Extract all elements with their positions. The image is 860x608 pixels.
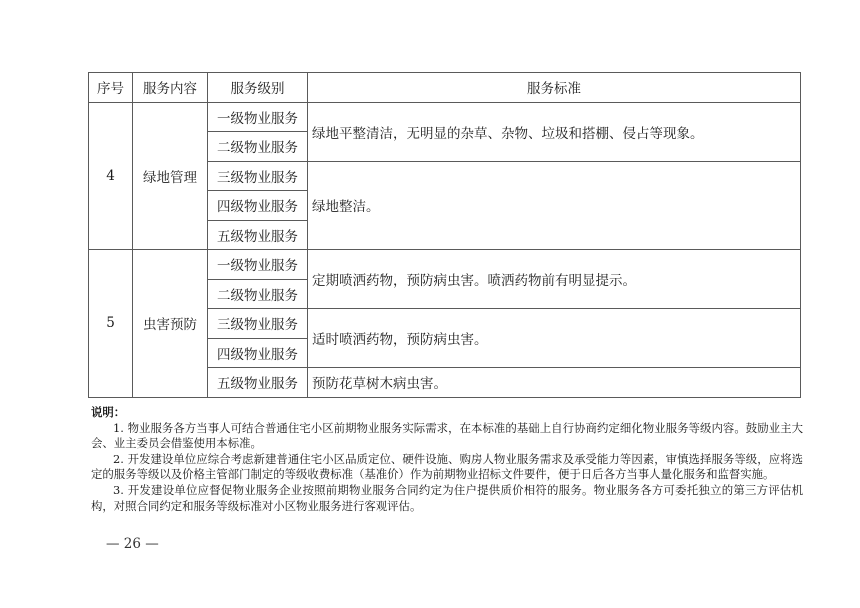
note-item — [91, 483, 803, 514]
row-level: 二级物业服务 — [208, 279, 308, 309]
row-level: 三级物业服务 — [208, 161, 308, 191]
row-level: 一级物业服务 — [208, 250, 308, 280]
row-level: 五级物业服务 — [208, 368, 308, 398]
header-level: 服务级别 — [208, 73, 308, 103]
table-header-row — [89, 73, 801, 103]
header-no: 序号 — [89, 73, 133, 103]
row-level: 一级物业服务 — [208, 102, 308, 132]
note-number: 1. — [113, 420, 124, 435]
row-level: 四级物业服务 — [208, 338, 308, 368]
table-row — [89, 102, 801, 132]
row-content: 绿地管理 — [133, 102, 208, 250]
note-text: 物业服务各方当事人可结合普通住宅小区前期物业服务实际需求，在本标准的基础上自行协商约定细化物业服务等级内容。鼓励业主大会、业主委员会借鉴使用本标准。 — [91, 420, 803, 451]
note-number: 3. — [113, 482, 124, 497]
note-number: 2. — [113, 451, 124, 466]
row-standard: 绿地平整清洁，无明显的杂草、杂物、垃圾和搭棚、侵占等现象。 — [308, 102, 801, 161]
row-no: 4 — [89, 102, 133, 250]
row-level: 二级物业服务 — [208, 132, 308, 162]
row-level: 四级物业服务 — [208, 191, 308, 221]
service-standard-table — [88, 72, 801, 398]
row-standard: 适时喷洒药物，预防病虫害。 — [308, 309, 801, 368]
row-level: 三级物业服务 — [208, 309, 308, 339]
row-standard: 绿地整洁。 — [308, 161, 801, 250]
row-level: 五级物业服务 — [208, 220, 308, 250]
page-number: — 26 — — [106, 536, 159, 552]
note-item — [91, 421, 803, 452]
row-content: 虫害预防 — [133, 250, 208, 398]
notes-section — [91, 405, 803, 514]
row-no: 5 — [89, 250, 133, 398]
header-content: 服务内容 — [133, 73, 208, 103]
table-row — [89, 250, 801, 280]
note-text: 开发建设单位应督促物业服务企业按照前期物业服务合同约定为住户提供质价相符的服务。物业服务各方可委托独立的第三方评估机构，对照合同约定和服务等级标准对小区物业服务进行客观评估。 — [91, 482, 803, 513]
notes-title: 说明： — [91, 405, 126, 419]
row-standard: 预防花草树木病虫害。 — [308, 368, 801, 398]
note-item — [91, 452, 803, 483]
row-standard: 定期喷洒药物，预防病虫害。喷洒药物前有明显提示。 — [308, 250, 801, 309]
note-text: 开发建设单位应综合考虑新建普通住宅小区品质定位、硬件设施、购房人物业服务需求及承受能力等因素，审慎选择服务等级，应将选定的服务等级以及价格主管部门制定的等级收费标准（基准价）作为前期物业招标文件要件，便于日后各方当事人量化服务和监督实施。 — [91, 451, 803, 482]
header-standard: 服务标准 — [308, 73, 801, 103]
